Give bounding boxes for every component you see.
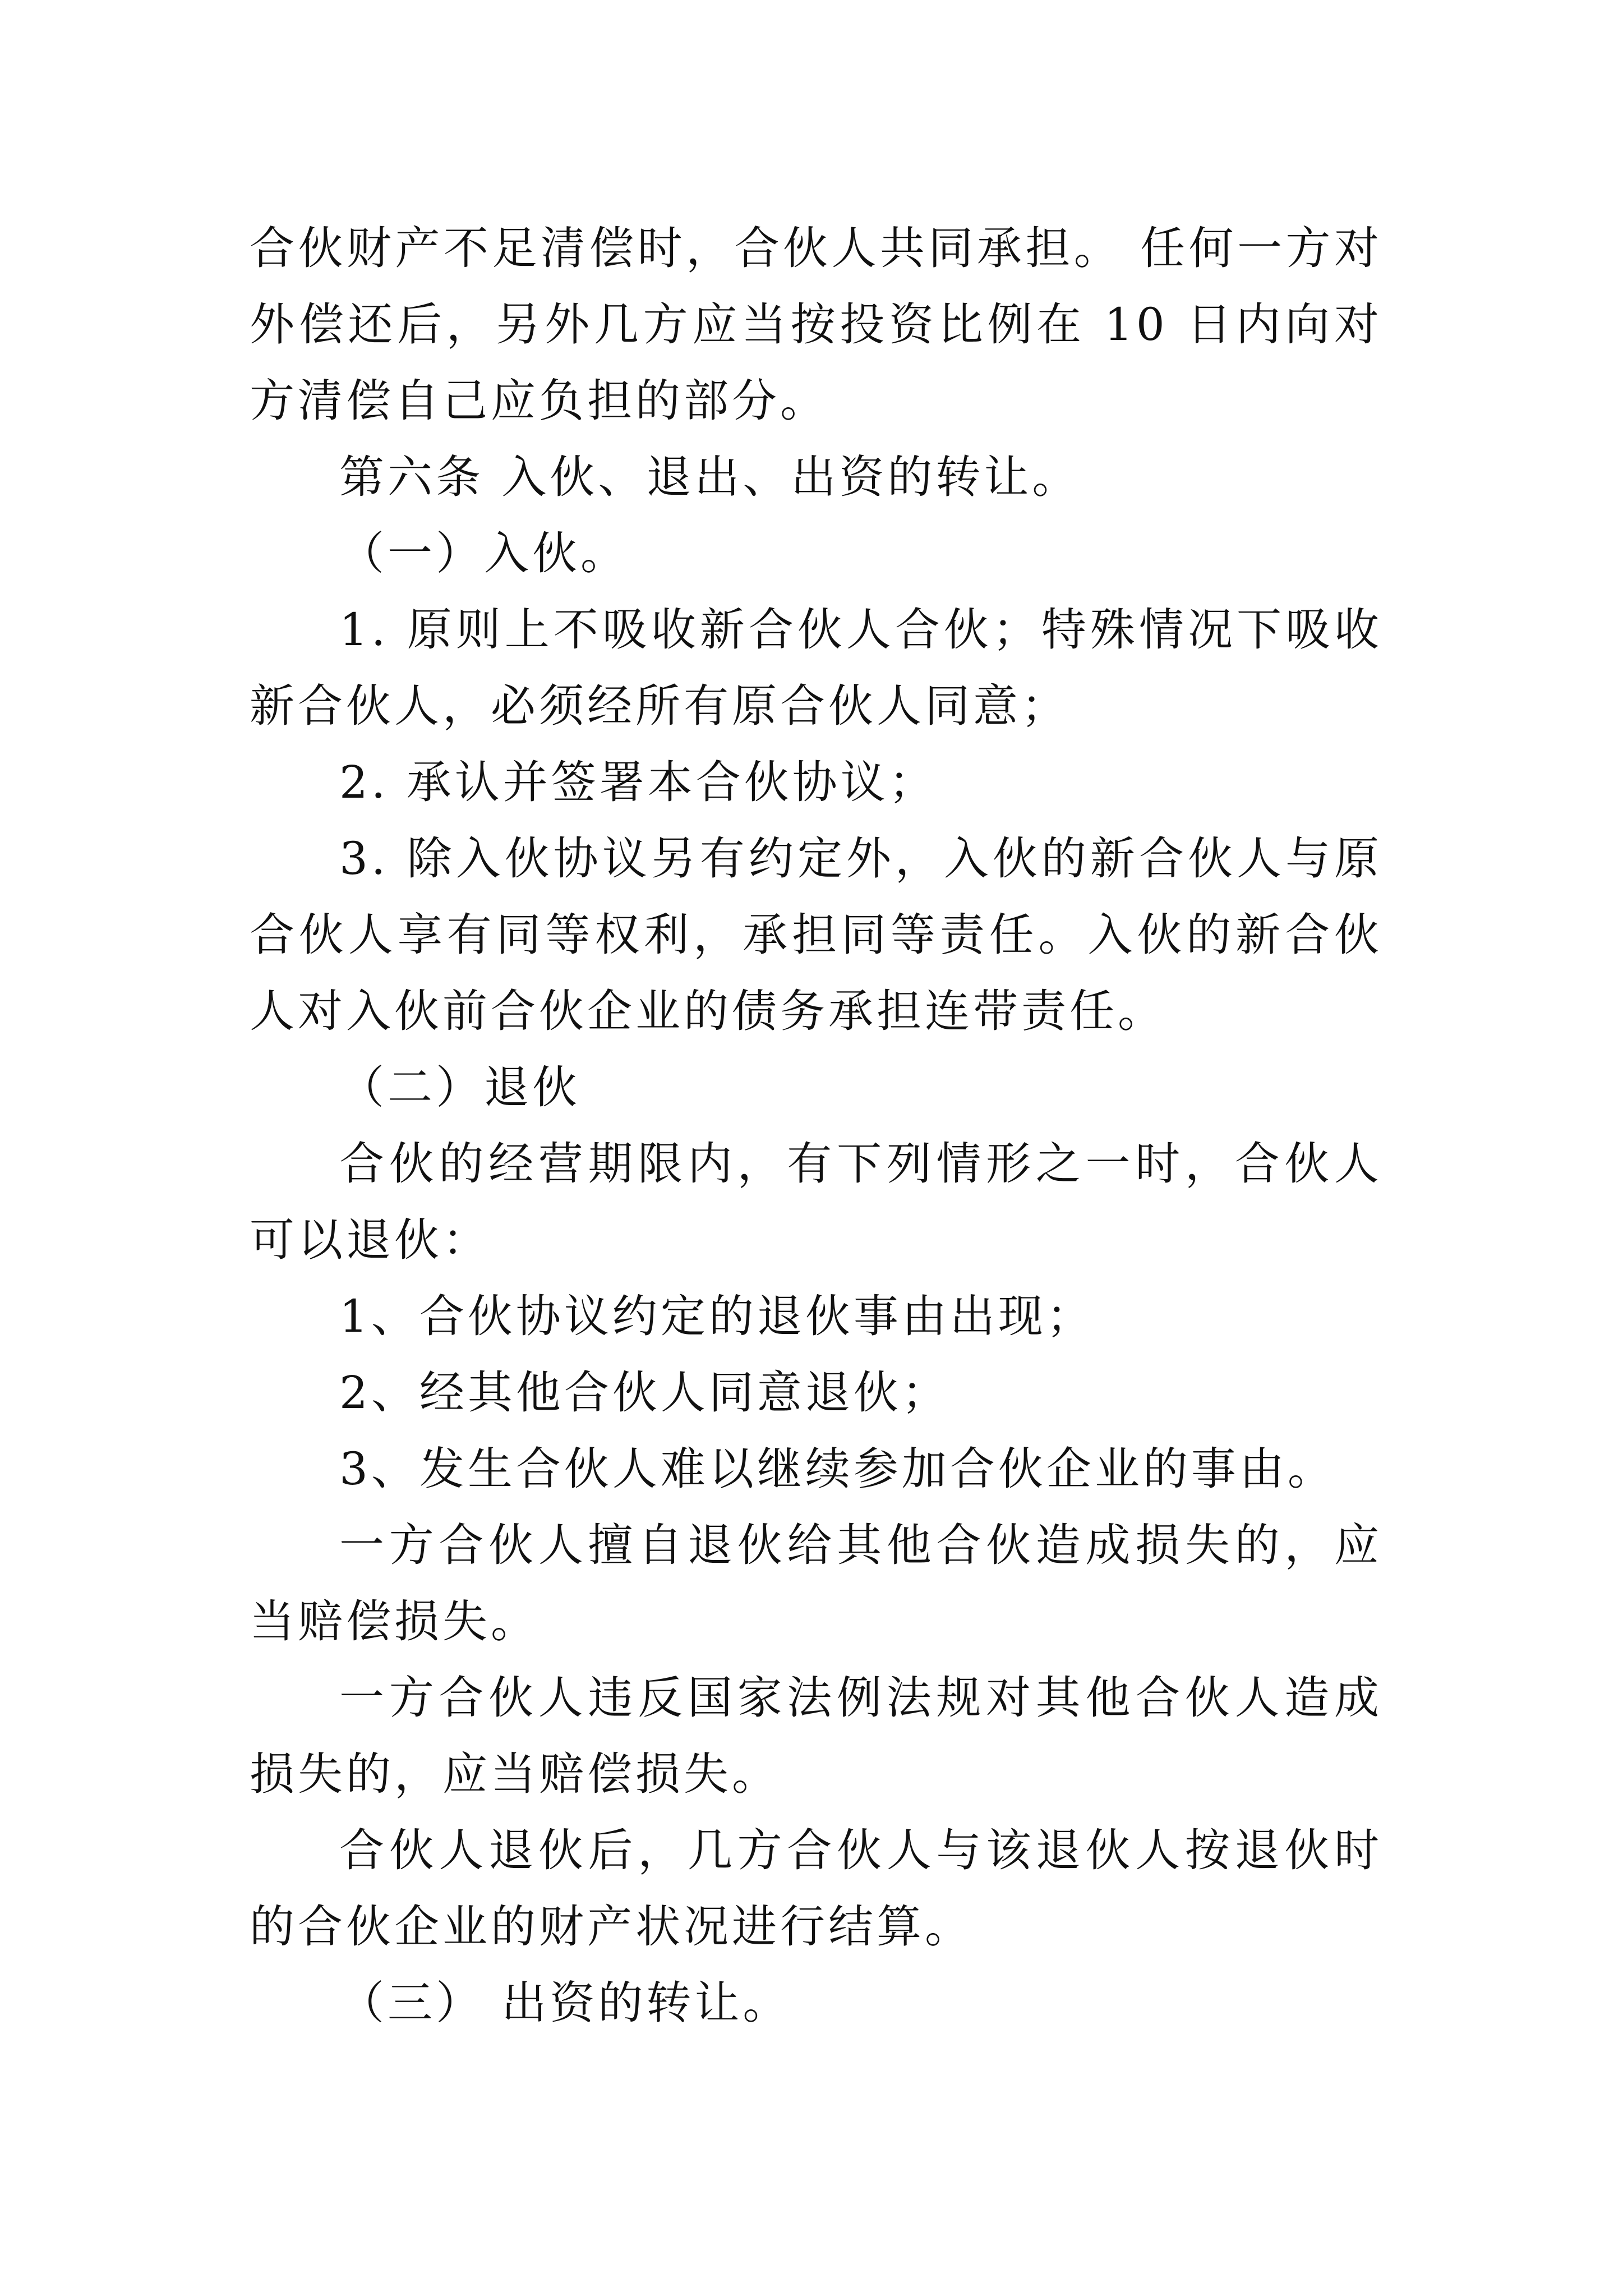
unauthorized-withdrawal-clause: 一方合伙人擅自退伙给其他合伙造成损失的，应当赔偿损失。 bbox=[250, 1519, 1382, 1648]
joining-item-1: 1. 原则上不吸收新合伙人合伙；特殊情况下吸收新合伙人，必须经所有原合伙人同意； bbox=[250, 604, 1382, 732]
settlement-clause: 合伙人退伙后，几方合伙人与该退伙人按退伙时的合伙企业的财产状况进行结算。 bbox=[250, 1824, 1382, 1953]
article-six-heading: 第六条 入伙、退出、出资的转让。 bbox=[339, 451, 1081, 503]
section-transfer-heading: （三） 出资的转让。 bbox=[339, 1977, 791, 2029]
document-body bbox=[250, 210, 1382, 2041]
section-joining-heading: （一）入伙。 bbox=[339, 527, 629, 579]
paragraph-liability-clause: 合伙财产不足清偿时，合伙人共同承担。 任何一方对外偿还后，另外几方应当按投资比例在 10 日内向对方清偿自己应负担的部分。 bbox=[250, 222, 1382, 427]
law-violation-clause: 一方合伙人违反国家法例法规对其他合伙人造成损失的，应当赔偿损失。 bbox=[250, 1672, 1382, 1800]
withdrawal-item-3: 3、发生合伙人难以继续参加合伙企业的事由。 bbox=[339, 1443, 1336, 1495]
section-withdrawal-heading: （二）退伙 bbox=[339, 1061, 580, 1114]
joining-item-3: 3. 除入伙协议另有约定外，入伙的新合伙人与原合伙人享有同等权利，承担同等责任。入伙的新合伙人对入伙前合伙企业的债务承担连带责任。 bbox=[250, 832, 1382, 1037]
withdrawal-item-1: 1、合伙协议约定的退伙事由出现； bbox=[339, 1290, 1095, 1342]
withdrawal-item-2: 2、经其他合伙人同意退伙； bbox=[339, 1366, 950, 1419]
withdrawal-intro: 合伙的经营期限内，有下列情形之一时，合伙人可以退伙： bbox=[250, 1138, 1382, 1266]
joining-item-2: 2. 承认并签署本合伙协议； bbox=[339, 756, 937, 808]
